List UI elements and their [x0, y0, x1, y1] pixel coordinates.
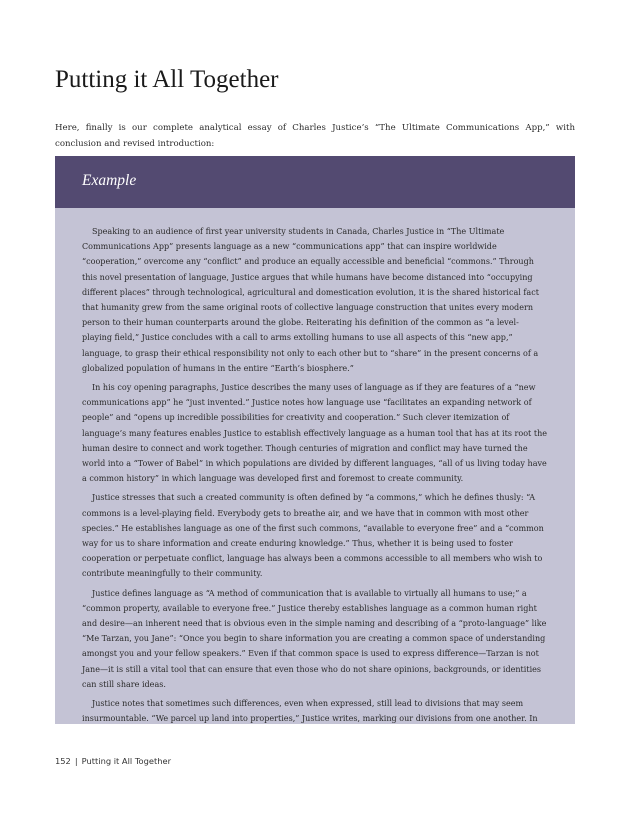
example-paragraph-1: Speaking to an audience of first year university students in Canada, Charles Justice in “The Ultimate Communications App” presents language as a new “communications app” that can inspire worldwide “cooperation,” overcome any “conflict” and produce an equally accessible and beneficial “commons.” Through this novel presentation of language, Justice argues that while humans have become distanced into “occupying different places” through technological, agricultural and domestication evolution, it is the shared historical fact that humanity grew from the same original roots of collective language construction that unites every modern person to their human counterparts around the globe. Reiterating his definition of the common as “a level-playing field,” Justice concludes with a call to arms extolling humans to use all aspects of this “new app,” language, to grasp their ethical responsibility not only to each other but to “share” in the present concerns of a globalized population of humans in the entire “Earth’s biosphere.” — [82, 227, 539, 373]
example-box-header — [55, 156, 575, 208]
page-number: 152 — [55, 756, 71, 766]
footer-separator: | — [74, 756, 78, 766]
running-title: Putting it All Together — [81, 756, 171, 766]
example-box-body — [55, 208, 575, 724]
example-paragraph-3: Justice stresses that such a created community is often defined by “a commons,” which he defines thusly: “A commons is a level-playing field. Everybody gets to breathe air, and we have that in common with most other species.” He establishes language as one of the first such commons, “available to everyone free” and a “common way for us to share information and create enduring knowledge.” Thus, whether it is being used to foster cooperation or perpetuate conflict, language has always been a commons accessible to all members who wish to contribute meaningfully to their community. — [82, 493, 544, 579]
example-paragraph-2: In his coy opening paragraphs, Justice describes the many uses of language as if they are features of a “new communications app” he “just invented.” Justice notes how language use “facilitates an expanding network of people” and “opens up incredible possibilities for creativity and cooperation.” Such clever itemization of language’s many features enables Justice to establish effectively language as a human tool that has at its root the human desire to connect and work together. Though centuries of migration and conflict may have turned the world into a “Tower of Babel” in which populations are divided by different languages, “all of us living today have a common history” in which language was developed first and foremost to create community. — [82, 383, 548, 484]
page-title: Putting it All Together — [55, 66, 279, 93]
intro-paragraph: Here, finally is our complete analytical essay of Charles Justice’s “The Ultimate Communications App,” with conclusion and revised introduction: — [55, 123, 575, 149]
example-label: Example — [82, 172, 137, 189]
page-footer — [55, 756, 171, 766]
example-paragraph-5: Justice notes that sometimes such differences, even when expressed, still lead to divisions that may seem insurmountable. “We parcel up land into properties,” Justice writes, marking our divisions from one another. In — [82, 699, 538, 724]
example-paragraph-4: Justice defines language as “A method of communication that is available to virtually all humans to use;” a “common property, available to everyone free.” Justice thereby establishes language as a common human right and desire—an inherent need that is obvious even in the simple naming and describing of a “proto-language” like “Me Tarzan, you Jane”: “Once you begin to share information you are creating a common space of understanding amongst you and your fellow speakers.” Even if that common space is used to express difference—Tarzan is not Jane—it is still a vital tool that can ensure that even those who do not share opinions, backgrounds, or identities can still share ideas. — [82, 588, 547, 689]
